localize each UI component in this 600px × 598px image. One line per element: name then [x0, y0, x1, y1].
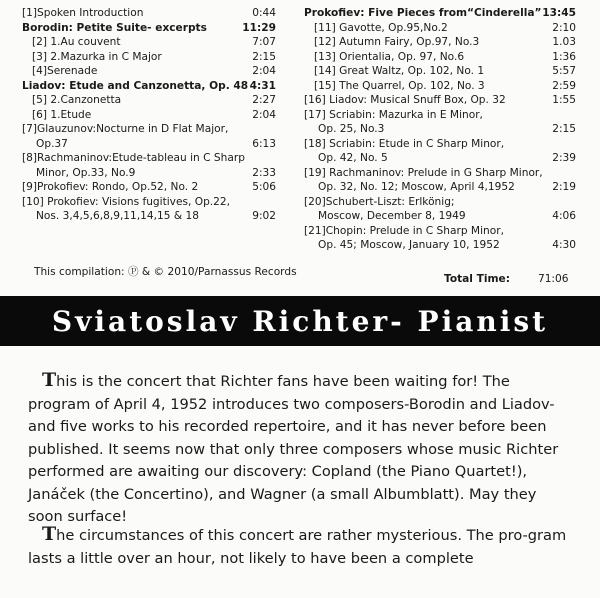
track-duration: 2:27	[252, 94, 276, 106]
paragraph-2-text: he circumstances of this concert are rather mysterious. The pro-gram lasts a little over an hour, not likely to have been a complete	[28, 527, 567, 567]
track-title-continued: Op. 42, No. 5	[318, 152, 388, 164]
drop-initial: T	[42, 523, 57, 545]
track-title: [8]Rachmaninov:Etude-tableau in C Sharp	[22, 152, 245, 164]
track-row	[22, 151, 276, 180]
track-duration: 5:06	[252, 181, 276, 193]
track-title: [11] Gavotte, Op.95,No.2	[314, 21, 448, 34]
banner-title: Sviatoslav Richter- Pianist	[51, 304, 549, 338]
track-duration: 1:55	[552, 94, 576, 106]
track-row	[304, 137, 576, 166]
track-title: [14] Great Waltz, Op. 102, No. 1	[314, 65, 485, 77]
left-track-list	[22, 6, 276, 224]
track-row	[304, 50, 576, 65]
track-title: [6] 1.Etude	[32, 108, 92, 121]
track-duration: 4:31	[249, 79, 276, 92]
compilation-credit: This compilation: Ⓟ & © 2010/Parnassus Records	[34, 266, 297, 278]
track-title: [15] The Quarrel, Op. 102, No. 3	[314, 79, 485, 92]
track-duration: 2:15	[552, 123, 576, 135]
track-row	[304, 35, 576, 50]
track-row	[304, 108, 576, 137]
track-duration: 6:13	[252, 137, 276, 150]
track-row	[22, 64, 276, 79]
track-duration: 7:07	[252, 36, 276, 48]
track-title: [3] 2.Mazurka in C Major	[32, 50, 162, 63]
track-row	[304, 93, 576, 108]
track-row	[304, 21, 576, 36]
track-title-continued: Moscow, December 8, 1949	[318, 210, 466, 222]
right-track-list	[304, 6, 576, 253]
track-row	[304, 195, 576, 224]
drop-initial: T	[42, 369, 57, 391]
track-title: [12] Autumn Fairy, Op.97, No.3	[314, 36, 480, 48]
track-row	[22, 108, 276, 123]
track-row	[22, 93, 276, 108]
track-duration: 2:04	[252, 65, 276, 77]
track-duration: 4:30	[552, 239, 576, 251]
track-row	[22, 6, 276, 21]
track-title: [1]Spoken Introduction	[22, 7, 144, 19]
track-title: [9]Prokofiev: Rondo, Op.52, No. 2	[22, 181, 199, 193]
liner-notes-paragraph-2	[28, 523, 573, 570]
track-title: Borodin: Petite Suite- excerpts	[22, 21, 207, 34]
track-row	[22, 122, 276, 151]
track-duration: 1.03	[552, 36, 576, 48]
track-duration: 0:44	[252, 7, 276, 19]
work-header	[22, 21, 276, 36]
total-time-value: 71:06	[537, 273, 569, 285]
track-title: [18] Scriabin: Etude in C Sharp Minor,	[304, 137, 505, 150]
paragraph-1-text: his is the concert that Richter fans have been waiting for! The program of April 4, 1952 introduces two composers-Borodin and Liadov- and five works to his recorded repertoire, and it has never before been published. It seems now that only three composers whose music Richter performed are awaiting our discovery: Copland (the Piano Quartet!), Janáček (the Concertino), and Wagner (a small Albumblatt). May they soon surface!	[28, 373, 559, 525]
track-title-continued: Op.37	[36, 137, 68, 150]
track-duration: 2:04	[252, 108, 276, 121]
track-title: [16] Liadov: Musical Snuff Box, Op. 32	[304, 94, 506, 106]
track-title: [17] Scriabin: Mazurka in E Minor,	[304, 108, 483, 121]
track-title-continued: Minor, Op.33, No.9	[36, 166, 136, 179]
track-title: [21]Chopin: Prelude in C Sharp Minor,	[304, 224, 504, 237]
track-duration: 5:57	[552, 65, 576, 77]
track-title-continued: Nos. 3,4,5,6,8,9,11,14,15 & 18	[36, 210, 199, 222]
track-duration: 2:15	[252, 50, 276, 63]
track-duration: 2:59	[552, 79, 576, 92]
title-banner	[0, 296, 600, 346]
track-title: Liadov: Etude and Canzonetta, Op. 48	[22, 79, 249, 92]
total-time-label: Total Time:	[444, 273, 510, 285]
track-title-continued: Op. 45; Moscow, January 10, 1952	[318, 239, 500, 251]
track-duration: 4:06	[552, 210, 576, 222]
track-duration: 2:10	[552, 21, 576, 34]
track-row	[22, 35, 276, 50]
track-title-continued: Op. 25, No.3	[318, 123, 385, 135]
track-title: [10] Prokofiev: Visions fugitives, Op.22,	[22, 195, 231, 208]
track-title: [13] Orientalia, Op. 97, No.6	[314, 50, 465, 63]
total-time	[444, 273, 568, 285]
track-title: [2] 1.Au couvent	[32, 36, 121, 48]
track-duration: 2:39	[552, 152, 576, 164]
track-duration: 2:19	[552, 181, 576, 193]
track-duration: 13:45	[542, 7, 576, 19]
track-row	[304, 224, 576, 253]
track-row	[304, 166, 576, 195]
track-row	[22, 195, 276, 224]
track-duration: 9:02	[252, 210, 276, 222]
track-title: [5] 2.Canzonetta	[32, 94, 122, 106]
track-title: [7]Glauzunov:Nocturne in D Flat Major,	[22, 123, 229, 135]
track-duration: 11:29	[242, 21, 276, 34]
track-row	[304, 64, 576, 79]
track-row	[22, 50, 276, 65]
track-title: [20]Schubert-Liszt: Erlkönig;	[304, 195, 455, 208]
track-row	[22, 180, 276, 195]
track-title: [19] Rachmaninov: Prelude in G Sharp Minor,	[304, 166, 543, 179]
track-row	[304, 79, 576, 94]
work-header	[304, 6, 576, 21]
track-title: [4]Serenade	[32, 65, 98, 77]
track-title: Prokofiev: Five Pieces from“Cinderella”	[304, 7, 542, 19]
track-title-continued: Op. 32, No. 12; Moscow, April 4,1952	[318, 181, 515, 193]
work-header	[22, 79, 276, 94]
track-duration: 2:33	[252, 166, 276, 179]
track-duration: 1:36	[552, 50, 576, 63]
liner-notes-paragraph-1	[28, 369, 573, 529]
